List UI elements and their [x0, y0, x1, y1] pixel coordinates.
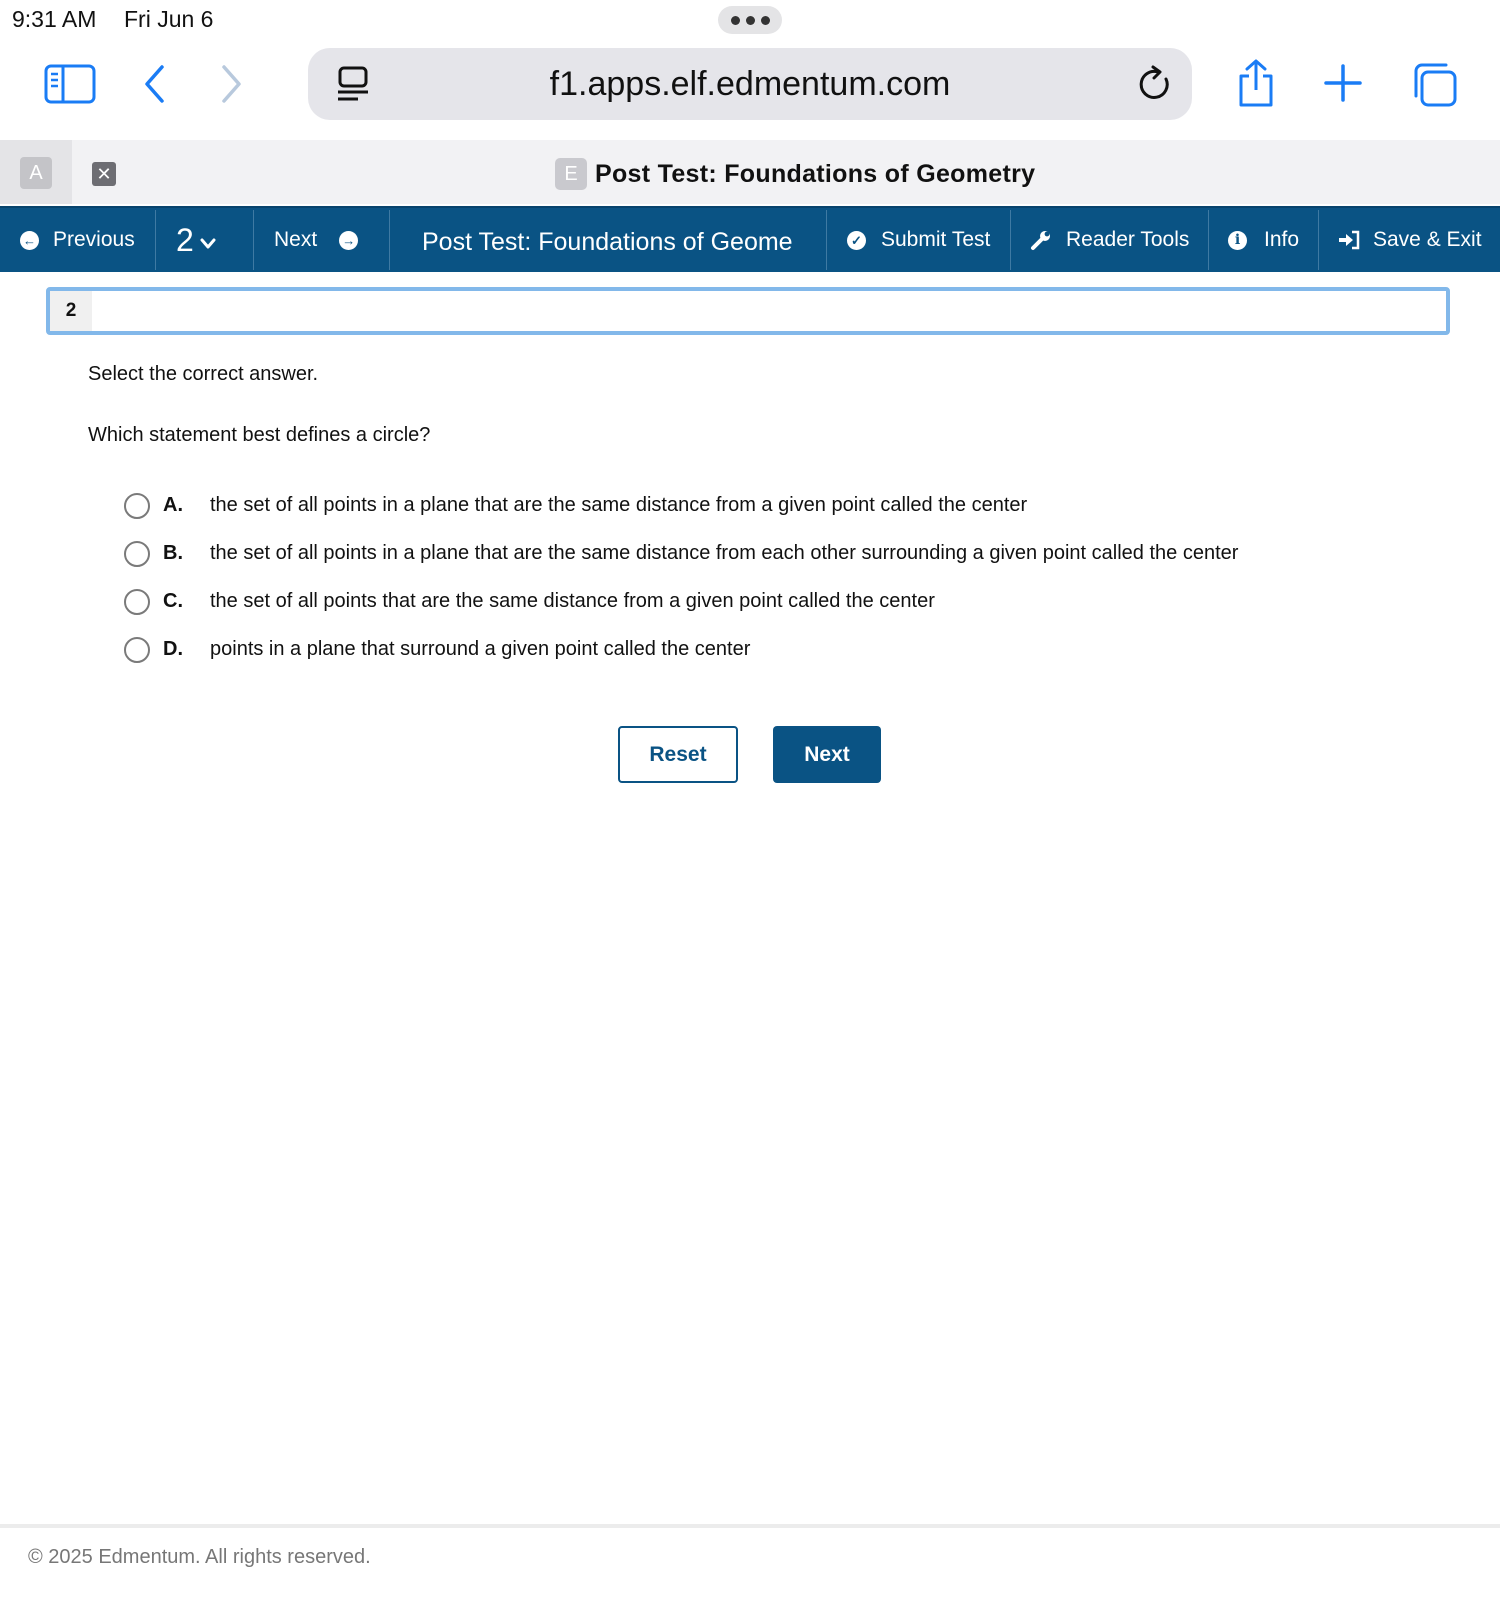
new-tab-icon[interactable] [1324, 64, 1362, 102]
radio-c[interactable] [124, 589, 150, 615]
question-number: 2 [50, 291, 92, 331]
url-text: f1.apps.elf.edmentum.com [549, 65, 951, 103]
answer-option-c[interactable] [120, 584, 1320, 620]
question-header-box [46, 287, 1450, 335]
sidebar-icon[interactable] [44, 64, 96, 104]
reader-tools-label: Reader Tools [1066, 228, 1190, 251]
reload-icon[interactable] [1138, 65, 1174, 103]
option-letter: B. [163, 542, 183, 564]
chevron-down-icon [200, 238, 216, 250]
submit-test-button[interactable] [847, 208, 990, 272]
multitasking-dots-icon[interactable] [718, 6, 782, 34]
active-tab-title[interactable]: Post Test: Foundations of Geometry [595, 160, 1036, 188]
question-selector-number: 2 [176, 221, 194, 258]
footer-divider [0, 1524, 1500, 1528]
info-label: Info [1264, 228, 1300, 251]
status-date: Fri Jun 6 [124, 6, 214, 32]
previous-label: Previous [53, 228, 135, 251]
instruction-text: Select the correct answer. [88, 363, 319, 385]
radio-d[interactable] [124, 637, 150, 663]
submit-test-label: Submit Test [881, 228, 991, 251]
address-bar[interactable] [308, 48, 1192, 120]
footer-copyright: © 2025 Edmentum. All rights reserved. [28, 1546, 371, 1568]
arrow-right-circle-icon: → [339, 231, 358, 250]
option-text: the set of all points in a plane that are the same distance from each other surrounding a given point called the center [210, 542, 1239, 564]
tab-favicon: E [555, 158, 587, 190]
option-text: points in a plane that surround a given point called the center [210, 638, 751, 660]
check-circle-icon: ✓ [847, 231, 866, 250]
reader-tools-button[interactable] [1030, 208, 1189, 272]
wrench-icon [1030, 229, 1052, 251]
tabs-overview-icon[interactable] [1410, 62, 1458, 108]
answer-option-d[interactable] [120, 632, 1320, 668]
next-button[interactable]: Next [773, 726, 881, 783]
tab-a-favicon: A [20, 157, 52, 189]
forward-icon[interactable] [218, 64, 244, 104]
test-title: Post Test: Foundations of Geome [422, 227, 793, 256]
test-nav-bar [0, 206, 1500, 272]
status-time: 9:31 AM [12, 6, 97, 32]
back-icon[interactable] [142, 64, 168, 104]
nav-next-button[interactable] [274, 208, 358, 272]
option-letter: D. [163, 638, 183, 660]
answer-option-a[interactable] [120, 488, 1320, 524]
save-exit-label: Save & Exit [1373, 228, 1482, 251]
info-button[interactable] [1228, 208, 1299, 272]
close-tab-icon[interactable]: ✕ [92, 162, 116, 186]
save-exit-button[interactable] [1338, 208, 1482, 272]
share-icon[interactable] [1236, 58, 1276, 108]
question-selector[interactable] [176, 208, 216, 272]
radio-b[interactable] [124, 541, 150, 567]
option-text: the set of all points in a plane that are the same distance from a given point called the center [210, 494, 1028, 516]
radio-a[interactable] [124, 493, 150, 519]
sign-out-icon [1338, 230, 1360, 250]
nav-next-label: Next [274, 228, 318, 251]
info-icon: i [1228, 231, 1247, 250]
previous-button[interactable] [20, 208, 135, 272]
option-text: the set of all points that are the same distance from a given point called the center [210, 590, 935, 612]
reset-button[interactable]: Reset [618, 726, 738, 783]
arrow-left-circle-icon: ← [20, 231, 39, 250]
option-letter: C. [163, 590, 183, 612]
option-letter: A. [163, 494, 183, 516]
answer-option-b[interactable] [120, 536, 1380, 572]
question-prompt: Which statement best defines a circle? [88, 424, 431, 446]
